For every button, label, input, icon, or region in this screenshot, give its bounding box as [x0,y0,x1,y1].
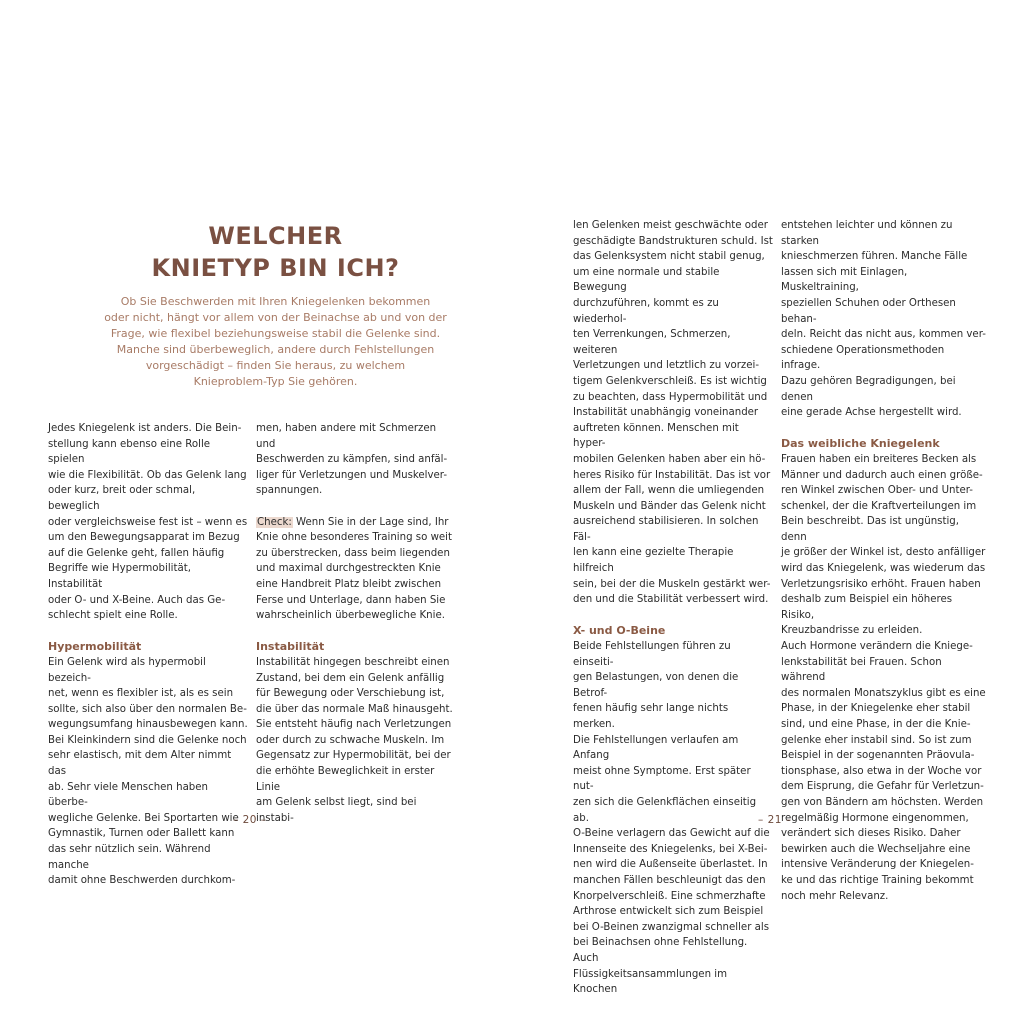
intro-text: Ob Sie Beschwerden mit Ihren Kniegelenken bekommen oder nicht, hängt vor allem von der Beinachse ab und von der Frage, wie flexibel beziehungsweise stabil die Gelenke sind. Manche sind überbeweglich, andere durch Fehlstellungen vorgeschädigt – finden Sie heraus, zu welchem Knieproblem-Typ Sie gehören. [104,295,447,388]
check-paragraph [256,515,456,624]
right-page-column-2 [781,218,986,904]
paragraph: men, haben andere mit Schmerzen und Beschwerden zu kämpfen, sind anfäl- liger für Verletzungen und Muskelver- spannungen. [256,423,448,497]
left-page-column-1 [48,421,248,889]
heading-female-knee: Das weibliche Kniegelenk [781,437,940,451]
paragraph: Beide Fehlstellungen führen zu einseiti- gen Belastungen, von denen die Betrof- fenen häufig sehr lange nichts merken. Die Fehlstellungen verlaufen am Anfang meist ohne Symptome. Erst später nut- zen sich die Gelenkflächen einseitig ab. O-Beine verlagern das Gewicht auf die Innenseite des Kniegelenks, bei X-Bei- nen wird die Außenseite überlastet. In manchen Fällen beschleunigt das den Knorpelverschleiß. Eine schmerzhafte Arthrose entwickelt sich zum Beispiel bei O-Beinen zwanzigmal schneller als bei Beinachsen ohne Fehlstellung. Auch Flüssigkeitsansammlungen im Knochen [573,641,770,996]
paragraph: entstehen leichter und können zu starken knieschmerzen führen. Manche Fälle lassen sich mit Einlagen, Muskeltraining, speziellen Schuhen oder Orthesen behan- deln. Reicht das nicht aus, kommen ver- schiedene Operationsmethoden infrage. Dazu gehören Begradigungen, bei denen eine gerade Achse hergestellt wird. [781,220,986,419]
left-page-column-2 [256,421,456,826]
heading-x-o-legs: X- und O-Beine [573,624,666,638]
paragraph: Ein Gelenk wird als hypermobil bezeich- net, wenn es flexibler ist, als es sein sollte, sich also über den normalen Be- wegungsumfang hinausbewegen kann. Bei Kleinkindern sind die Gelenke noch sehr elastisch, mit dem Alter nimmt das ab. Sehr viele Menschen haben überbe- wegliche Gelenke. Bei Sportarten wie Gymnastik, Turnen oder Ballett kann das sehr nützlich sein. Während manche damit ohne Beschwerden durchkom- [48,656,248,887]
heading-hypermobility: Hypermobilität [48,640,142,654]
check-label: Check: [257,516,292,528]
right-page-column-1 [573,218,773,998]
paragraph: Jedes Kniegelenk ist anders. Die Bein- stellung kann ebenso eine Rolle spielen wie die Flexibilität. Ob das Gelenk lang oder kurz, breit oder schmal, beweglich oder vergleichsweise fest ist – wenn es um den Bewegungsapparat im Bezug auf die Gelenke geht, fallen häufig Begriffe wie Hypermobilität, Instabilität oder O- und X-Beine. Auch das Ge- schlecht spielt eine Rolle. [48,423,248,622]
paragraph: Frauen haben ein breiteres Becken als Männer und dadurch auch einen größe- ren Winkel zwischen Ober- und Unter- schenkel, der die Kraftverteilungen im Bein beschreibt. Das ist ungünstig, denn je größer der Winkel ist, desto anfälliger wird das Kniegelenk, was wiederum das Verletzungsrisiko erhöht. Frauen haben deshalb zum Beispiel ein höheres Risiko, Kreuzbandrisse zu erleiden. Auch Hormone verändern die Kniege- lenkstabilität bei Frauen. Schon während des normalen Monatszyklus gibt es eine Phase, in der Kniegelenke eher stabil sind, und eine Phase, in der die Knie- gelenke eher instabil sind. So ist zum Beispiel in der sogenannten Präovula- tionsphase, also etwa in der Woche vor dem Eisprung, die Gefahr für Verletzun- gen von Bändern am höchsten. Werden regelmäßig Hormone eingenommen, verändert sich dieses Risiko. Daher bewirken auch die Wechseljahre eine intensive Veränderung der Kniegelen- ke und das richtige Training bekommt noch mehr Relevanz. [781,453,986,902]
check-text: Wenn Sie in der Lage sind, Ihr Knie ohne besonderes Training so weit zu überstrecken, dass beim liegenden und maximal durchgestreckten Knie eine Handbreit Platz bleibt zwischen Ferse und Unterlage, dann haben Sie wahrscheinlich überbewegliche Knie. [256,516,453,622]
page-number-left: – 20 – [233,814,267,826]
page-number-right: – 21 – [758,814,792,826]
paragraph: len Gelenken meist geschwächte oder geschädigte Bandstrukturen schuld. Ist das Gelenksystem nicht stabil genug, um eine normale und stabile Bewegung durchzuführen, kommt es zu wiederhol- ten Verrenkungen, Schmerzen, weiteren Verletzungen und letztlich zu vorzei- tigem Gelenkverschleiß. Es ist wichtig zu beachten, dass Hypermobilität und Instabilität unabhängig voneinander auftreten können. Menschen mit hyper- mobilen Gelenken haben aber ein hö- heres Risiko für Instabilität. Das ist vor allem der Fall, wenn die umliegenden Muskeln und Bänder das Gelenk nicht ausreichend stabilisieren. In solchen Fäl- len kann eine gezielte Therapie hilfreich sein, bei der die Muskeln gestärkt wer- den und die Stabilität verbessert wird. [573,220,773,606]
heading-instability: Instabilität [256,640,325,654]
title-line-1: WELCHER [208,222,343,250]
paragraph: Instabilität hingegen beschreibt einen Zustand, bei dem ein Gelenk anfällig für Bewegung oder Verschiebung ist, die über das normale Maß hinausgeht. Sie entsteht häufig nach Verletzungen oder durch zu schwache Muskeln. Im Gegensatz zur Hypermobilität, bei der die erhöhte Beweglichkeit in erster Linie am Gelenk selbst liegt, sind bei instabi- [256,656,453,824]
page-title [48,220,503,284]
title-line-2: KNIETYP BIN ICH? [151,254,400,282]
